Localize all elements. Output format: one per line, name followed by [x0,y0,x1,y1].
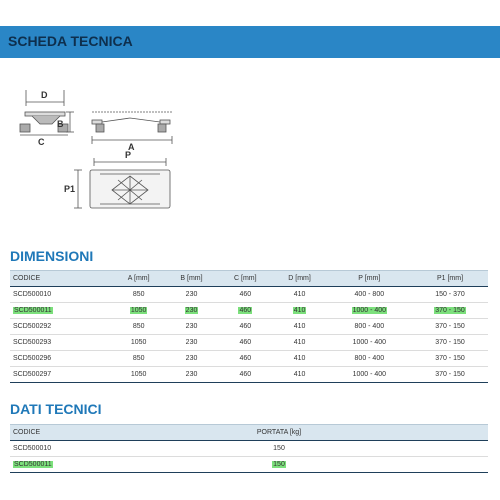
cell-d: 410 [272,367,326,383]
page-title: SCHEDA TECNICA [8,33,133,49]
col-p1: P1 [mm] [412,271,488,287]
col-a: A [mm] [112,271,164,287]
dati-tecnici-title: DATI TECNICI [10,401,102,417]
front-view [92,112,172,144]
cell-p [327,303,412,319]
cell-code: SCD500292 [10,319,112,335]
technical-drawing [0,80,200,220]
cell-a [112,303,164,319]
cell-p1: 370 - 150 [412,367,488,383]
cell-c: 460 [218,335,272,351]
highlight-text: 1050 [130,307,147,314]
highlight-text: 370 - 150 [435,307,465,314]
cell-c: 460 [218,351,272,367]
label-a: A [128,142,135,152]
col-p: P [mm] [327,271,412,287]
cell-portata [70,457,488,473]
dati-tecnici-table [10,424,488,473]
table-row [10,335,488,351]
highlight-text: SCD500011 [14,461,52,468]
label-p1: P1 [64,184,76,194]
cell-code: SCD500296 [10,351,112,367]
cell-b [165,303,218,319]
cell-d: 410 [272,319,326,335]
cell-b: 230 [165,287,218,303]
cell-p1 [412,303,488,319]
cell-c [218,303,272,319]
col-b: B [mm] [165,271,218,287]
table-row [10,351,488,367]
cell-code: SCD500010 [10,441,70,457]
label-d: D [41,90,48,100]
cell-a: 850 [112,287,164,303]
cell-code [10,457,70,473]
cell-d: 410 [272,335,326,351]
col-c: C [mm] [218,271,272,287]
cell-portata: 150 [70,441,488,457]
label-c: C [38,137,45,147]
col-portata: PORTATA [kg] [70,425,488,441]
col-codice: CODICE [10,425,70,441]
dimensioni-table [10,270,488,383]
col-d: D [mm] [272,271,326,287]
col-codice: CODICE [10,271,112,287]
cell-d [272,303,326,319]
table-row [10,367,488,383]
table-row [10,287,488,303]
cell-c: 460 [218,319,272,335]
cell-b: 230 [165,367,218,383]
cell-p: 800 - 400 [327,351,412,367]
cell-p: 400 - 800 [327,287,412,303]
cell-p: 800 - 400 [327,319,412,335]
cell-p1: 370 - 150 [412,351,488,367]
highlight-text: SCD500011 [14,307,52,314]
header-bar [0,26,500,58]
cell-code: SCD500293 [10,335,112,351]
cell-b: 230 [165,351,218,367]
cell-p: 1000 - 400 [327,335,412,351]
highlight-text: 150 [273,461,285,468]
cell-b: 230 [165,335,218,351]
cell-code: SCD500297 [10,367,112,383]
highlight-text: 410 [293,307,306,314]
cell-p1: 150 - 370 [412,287,488,303]
cell-b: 230 [165,319,218,335]
cell-p1: 370 - 150 [412,335,488,351]
table-row-highlighted [10,457,488,473]
cell-p1: 370 - 150 [412,319,488,335]
cell-a: 850 [112,351,164,367]
table-row [10,319,488,335]
cell-d: 410 [272,351,326,367]
highlight-text: 460 [239,307,252,314]
highlight-text: 230 [185,307,198,314]
table-row [10,441,488,457]
cell-a: 1050 [112,335,164,351]
highlight-text: 1000 - 400 [352,307,387,314]
cell-a: 850 [112,319,164,335]
label-p: P [125,150,132,160]
cell-c: 460 [218,367,272,383]
table-row-highlighted [10,303,488,319]
cell-a: 1050 [112,367,164,383]
top-view [74,158,170,208]
label-b: B [57,119,64,129]
cell-code [10,303,112,319]
cell-c: 460 [218,287,272,303]
cell-p: 1000 - 400 [327,367,412,383]
cell-code: SCD500010 [10,287,112,303]
dimensioni-title: DIMENSIONI [10,248,94,264]
cell-d: 410 [272,287,326,303]
